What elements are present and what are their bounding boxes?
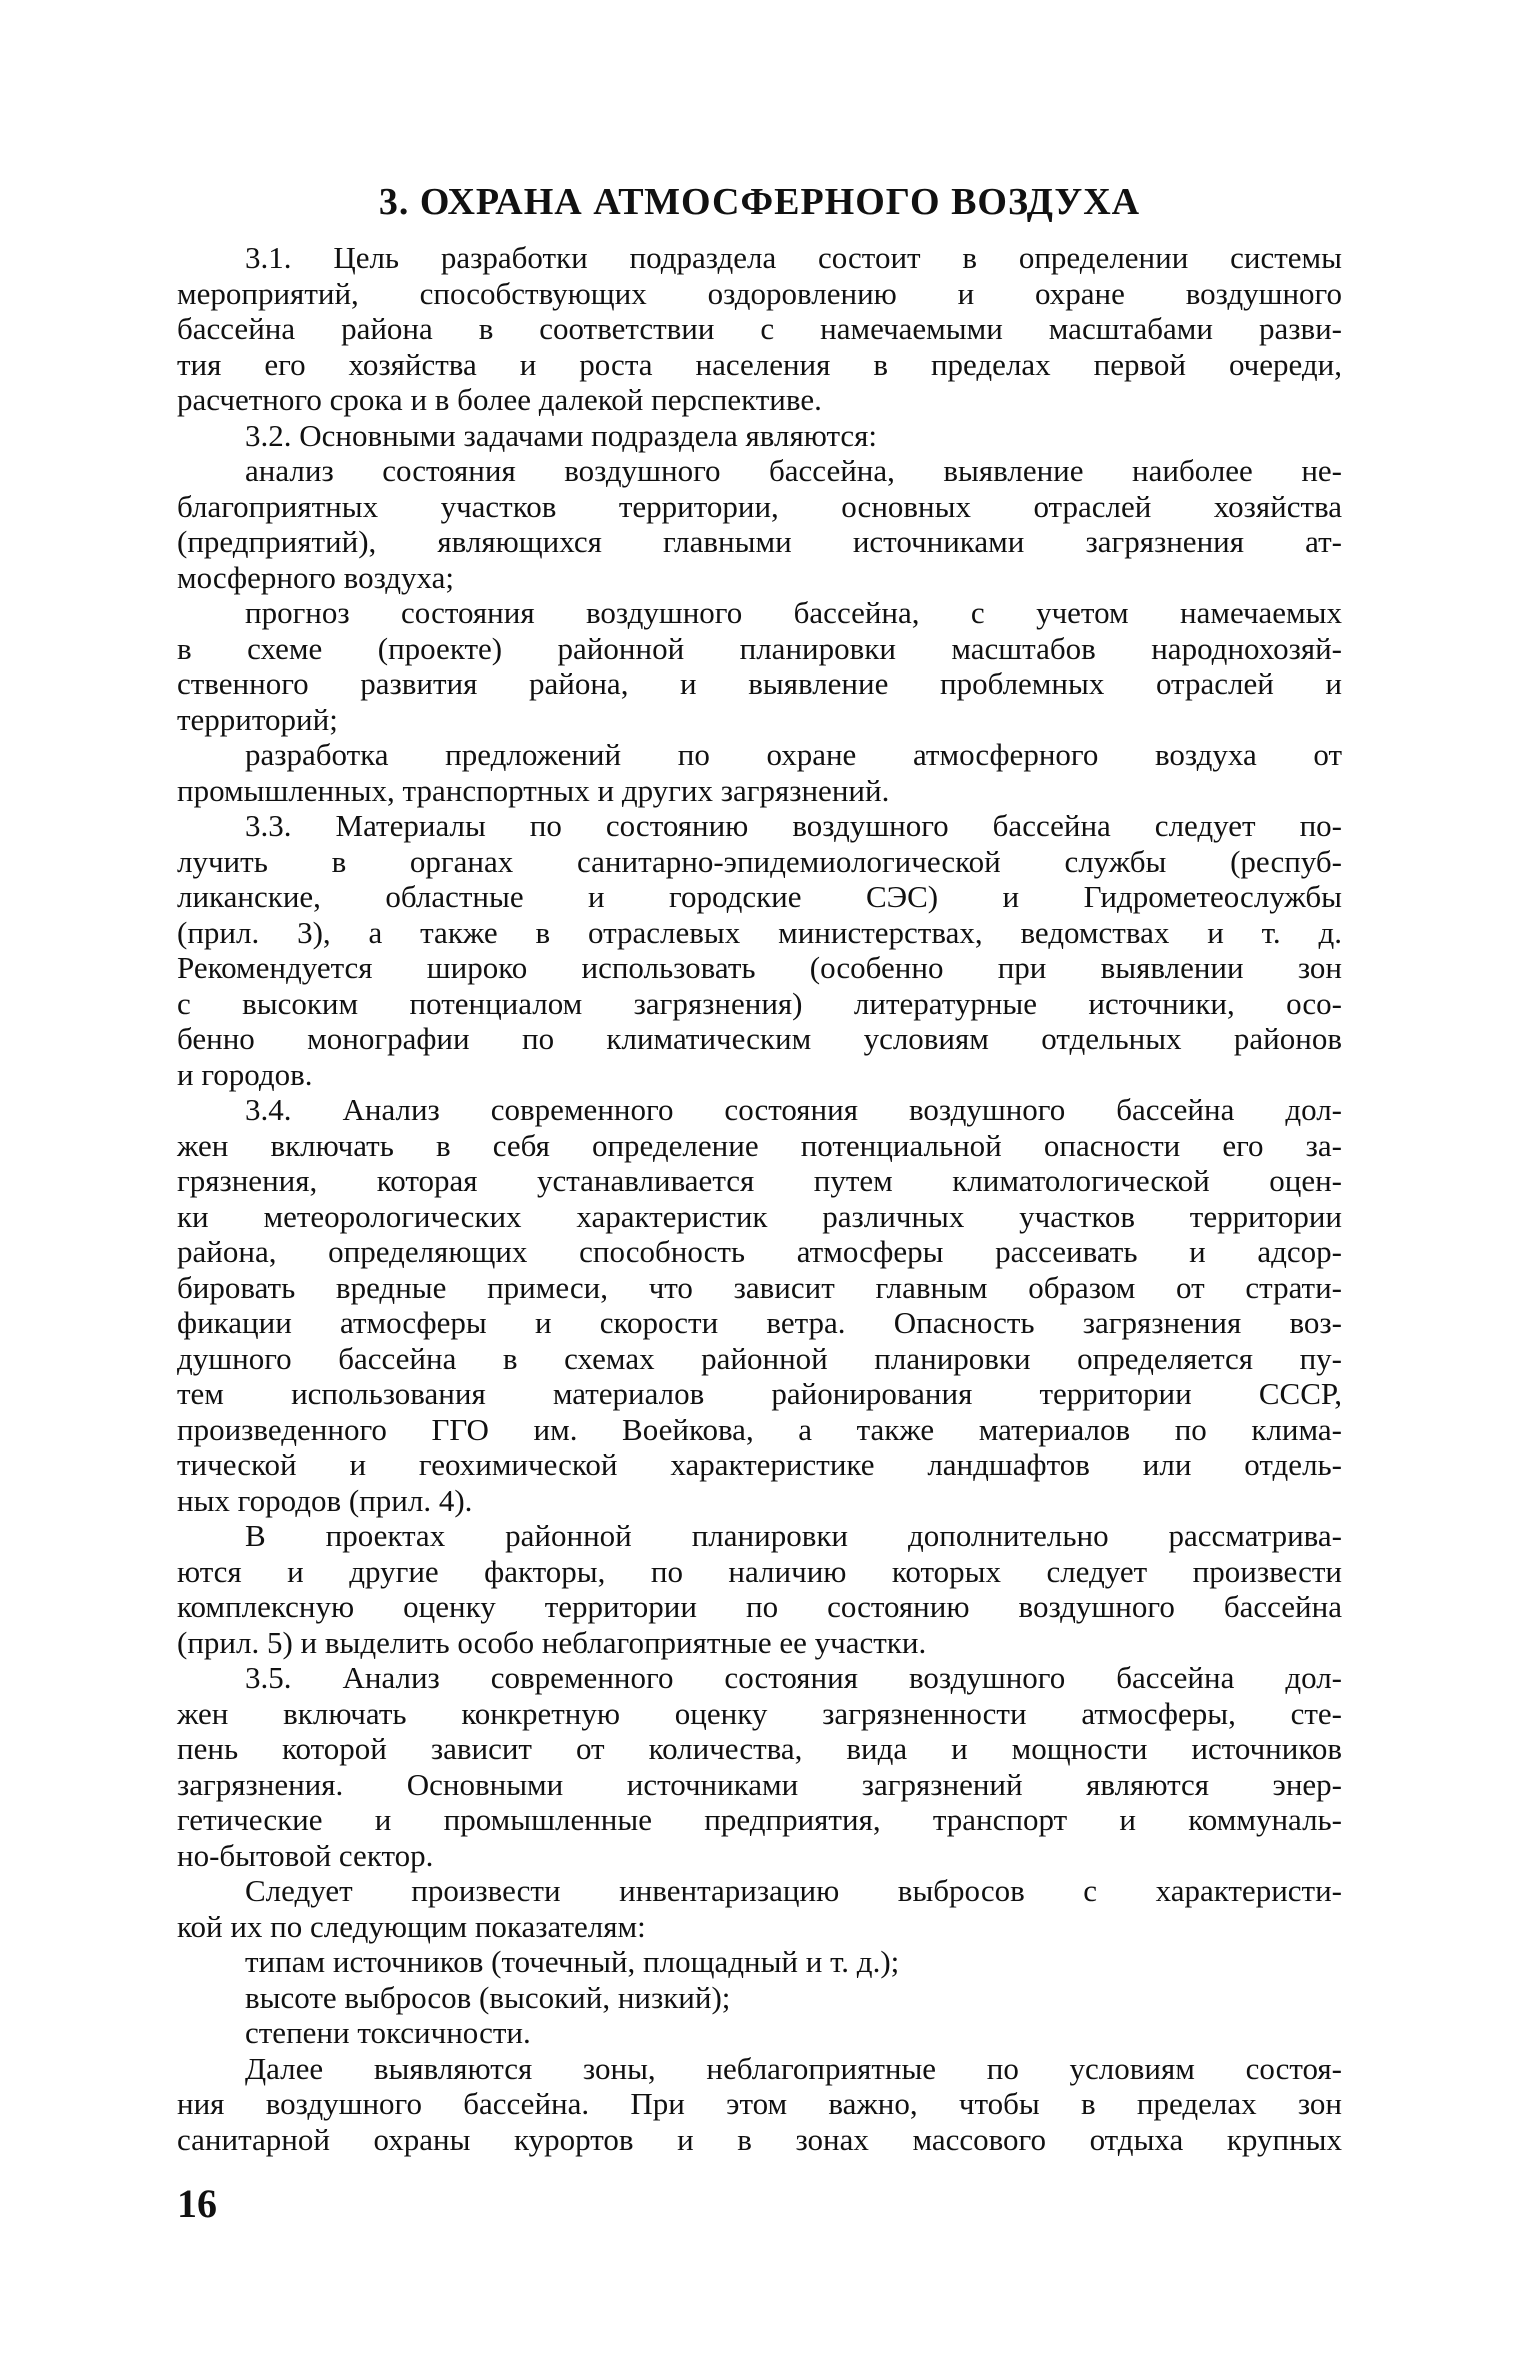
text-line: кой их по следующим показателям: — [177, 1908, 646, 1944]
text-line: бассейна района в соответствии с намечаемыми масштабами разви- — [177, 311, 1342, 346]
text-line: благоприятных участков территории, основных отраслей хозяйства — [177, 488, 1342, 524]
text-line: 3.4. Анализ современного состояния воздушного бассейна дол- — [245, 1092, 1342, 1127]
text-line: В проектах районной планировки дополнительно рассматрива- — [245, 1518, 1342, 1553]
text-line: 3.2. Основными задачами подраздела являются: — [245, 417, 878, 453]
text-line: бенно монографии по климатическим условиям отдельных районов — [177, 1021, 1342, 1056]
text-line: ки метеорологических характеристик различных участков территории — [177, 1198, 1342, 1234]
list-item: высоте выбросов (высокий, низкий); — [245, 1979, 731, 2015]
text-line: с высоким потенциалом загрязнения) литературные источники, осо- — [177, 985, 1342, 1021]
list — [177, 1944, 1342, 2051]
paragraph — [177, 1660, 1342, 1873]
list-item: типам источников (точечный, площадный и т. д.); — [245, 1944, 900, 1979]
text-line: Далее выявляются зоны, неблагоприятные по условиям состоя- — [245, 2050, 1342, 2086]
text-line: фикации атмосферы и скорости ветра. Опасность загрязнения воз- — [177, 1305, 1342, 1340]
text-line: загрязнения. Основными источниками загрязнений являются энер- — [177, 1766, 1342, 1802]
text-line: территорий; — [177, 701, 338, 737]
text-line: лучить в органах санитарно-эпидемиологической службы (респуб- — [177, 843, 1342, 879]
text-line: анализ состояния воздушного бассейна, выявление наиболее не- — [245, 453, 1342, 488]
text-line: ния воздушного бассейна. При этом важно, чтобы в пределах зон — [177, 2086, 1342, 2121]
paragraph — [177, 737, 1342, 808]
text-line: ственного развития района, и выявление проблемных отраслей и — [177, 666, 1342, 701]
paragraph — [177, 595, 1342, 737]
text-line: ются и другие факторы, по наличию которых следует произвести — [177, 1553, 1342, 1589]
text-line: ных городов (прил. 4). — [177, 1482, 473, 1518]
text-line: 3.5. Анализ современного состояния воздушного бассейна дол- — [245, 1660, 1342, 1695]
text-line: тем использования материалов районирования территории СССР, — [177, 1376, 1342, 1411]
text-line: бировать вредные примеси, что зависит главным образом от страти- — [177, 1269, 1342, 1305]
text-line: тия его хозяйства и роста населения в пределах первой очереди, — [177, 346, 1342, 382]
text-line: пень которой зависит от количества, вида и мощности источников — [177, 1731, 1342, 1766]
text-line: грязнения, которая устанавливается путем климатологической оцен- — [177, 1163, 1342, 1198]
text-line: и городов. — [177, 1056, 313, 1092]
paragraph — [177, 1092, 1342, 1518]
text-line: (прил. 3), а также в отраслевых министерствах, ведомствах и т. д. — [177, 914, 1342, 950]
text-line: прогноз состояния воздушного бассейна, с учетом намечаемых — [245, 595, 1342, 630]
text-line: Следует произвести инвентаризацию выбросов с характеристи- — [245, 1873, 1342, 1908]
list-item: степени токсичности. — [245, 2015, 531, 2050]
text-line: мероприятий, способствующих оздоровлению и охране воздушного — [177, 275, 1342, 311]
text-line: (прил. 5) и выделить особо неблагоприятные ее участки. — [177, 1624, 927, 1660]
text-line: 3.3. Материалы по состоянию воздушного бассейна следует по- — [245, 808, 1342, 843]
text-line: (предприятий), являющихся главными источниками загрязнения ат- — [177, 524, 1342, 559]
text-line: санитарной охраны курортов и в зонах массового отдыха крупных — [177, 2121, 1342, 2157]
text-line: разработка предложений по охране атмосферного воздуха от — [245, 737, 1342, 772]
text-line: жен включать в себя определение потенциальной опасности его за- — [177, 1127, 1342, 1163]
text-line: Рекомендуется широко использовать (особенно при выявлении зон — [177, 950, 1342, 985]
text-line: ликанские, областные и городские СЭС) и Гидрометеослужбы — [177, 879, 1342, 914]
text-line: района, определяющих способность атмосферы рассеивать и адсор- — [177, 1234, 1342, 1269]
text-line: в схеме (проекте) районной планировки масштабов народнохозяй- — [177, 630, 1342, 666]
text-line: но-бытовой сектор. — [177, 1837, 434, 1873]
text-line: промышленных, транспортных и других загрязнений. — [177, 772, 890, 808]
text-line: 3.1. Цель разработки подраздела состоит в определении системы — [245, 240, 1342, 275]
paragraph — [177, 418, 1342, 454]
paragraph — [177, 240, 1342, 418]
text-line: мосферного воздуха; — [177, 559, 455, 595]
text-line: расчетного срока и в более далекой перспективе. — [177, 382, 822, 417]
text-line: произведенного ГГО им. Воейкова, а также материалов по клима- — [177, 1411, 1342, 1447]
paragraph — [177, 1873, 1342, 1944]
page-number: 16 — [177, 2181, 217, 2226]
text-line: гетические и промышленные предприятия, транспорт и коммуналь- — [177, 1802, 1342, 1837]
text-line: тической и геохимической характеристике ландшафтов или отдель- — [177, 1447, 1342, 1482]
paragraph — [177, 808, 1342, 1092]
text-line: жен включать конкретную оценку загрязненности атмосферы, сте- — [177, 1695, 1342, 1731]
paragraph — [177, 2051, 1342, 2158]
text-line: душного бассейна в схемах районной планировки определяется пу- — [177, 1340, 1342, 1376]
paragraph — [177, 1518, 1342, 1660]
paragraph — [177, 453, 1342, 595]
body-text — [177, 240, 1342, 2157]
text-line: комплексную оценку территории по состоянию воздушного бассейна — [177, 1589, 1342, 1624]
section-title: 3. ОХРАНА АТМОСФЕРНОГО ВОЗДУХА — [378, 181, 1141, 223]
